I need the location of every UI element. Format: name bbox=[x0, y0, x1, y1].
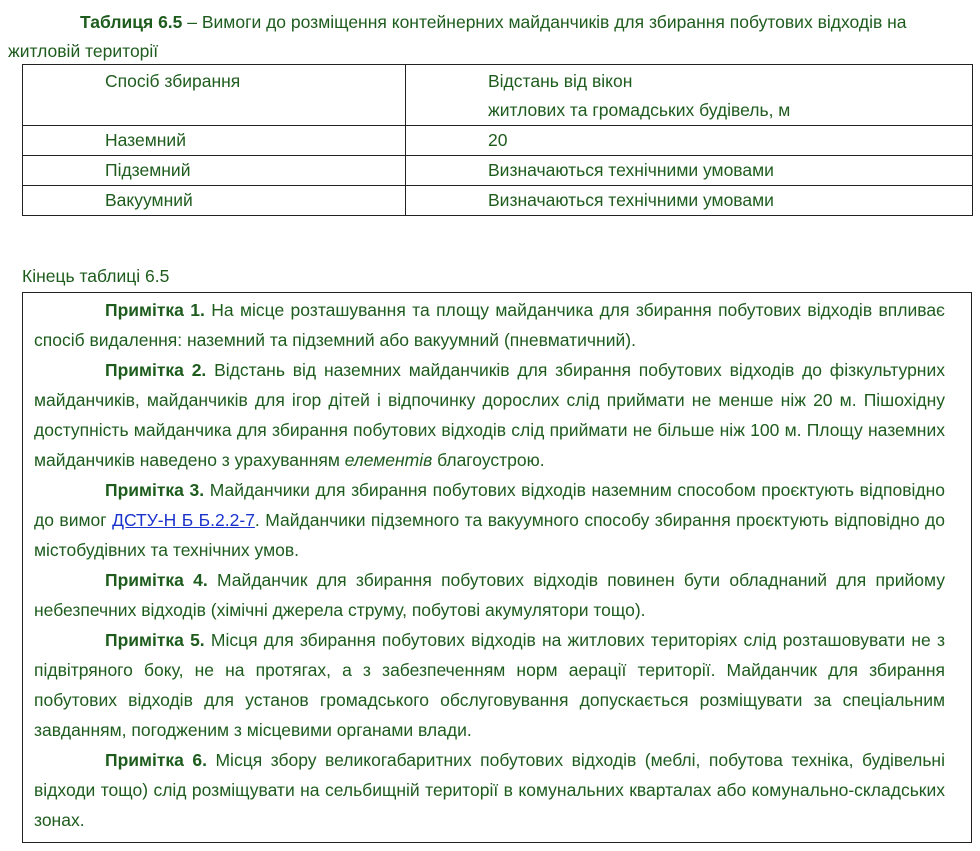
cell-distance: Визначаються технічними умовами bbox=[406, 156, 973, 186]
dstu-link[interactable]: ДСТУ-Н Б Б.2.2-7 bbox=[112, 510, 255, 530]
cell-distance: 20 bbox=[406, 126, 973, 156]
note-label: Примітка 1. bbox=[105, 300, 205, 320]
header-method: Спосіб збирання bbox=[23, 65, 406, 126]
table-end-caption: Кінець таблиці 6.5 bbox=[22, 266, 170, 286]
table-caption bbox=[8, 8, 968, 66]
header-distance-line2: житлових та громадських будівель, м bbox=[488, 100, 791, 120]
note-label: Примітка 5. bbox=[105, 630, 205, 650]
table-caption-text: – Вимоги до розміщення контейнерних майданчиків для збирання побутових відходів на житловій території bbox=[8, 12, 907, 61]
note-1: Примітка 1. На місце розташування та площу майданчика для збирання побутових відходів впливає спосіб видалення: наземний та підземний або вакуумний (пневматичний). bbox=[34, 300, 945, 350]
header-distance bbox=[406, 65, 973, 126]
header-distance-line1: Відстань від вікон bbox=[488, 71, 633, 91]
cell-method: Вакуумний bbox=[23, 186, 406, 216]
table-row bbox=[23, 186, 973, 216]
notes-box bbox=[22, 292, 972, 843]
table-row bbox=[23, 126, 973, 156]
cell-distance: Визначаються технічними умовами bbox=[406, 186, 973, 216]
note-label: Примітка 2. bbox=[105, 360, 207, 380]
note-label: Примітка 6. bbox=[105, 750, 207, 770]
table-caption-label: Таблиця 6.5 bbox=[80, 12, 183, 32]
cell-method: Підземний bbox=[23, 156, 406, 186]
table-row bbox=[23, 156, 973, 186]
note-5: Примітка 5. Місця для збирання побутових відходів на житлових територіях слід розташовувати не з підвітряного боку, не на протягах, а з забезпеченням норм аерації території. Майданчик для збирання побутових відходів для установ громадського обслуговування допускається розміщувати за спеціальним завданням, погодженим з місцевими органами влади. bbox=[34, 630, 945, 740]
requirements-table bbox=[22, 64, 973, 216]
note-2: Примітка 2. Відстань від наземних майданчиків для збирання побутових відходів до фізкультурних майданчиків, майданчиків для ігор дітей і відпочинку дорослих слід приймати не менше ніж 20 м. Пішохідну доступність майданчика для збирання побутових відходів слід приймати не більше ніж 100 м. Площу наземних майданчиків наведено з урахуванням елементів благоустрою. bbox=[34, 360, 945, 470]
note-4: Примітка 4. Майданчик для збирання побутових відходів повинен бути обладнаний для прийому небезпечних відходів (хімічні джерела струму, побутові акумулятори тощо). bbox=[34, 570, 945, 620]
table-header-row bbox=[23, 65, 973, 126]
note-italic-term: елементів bbox=[344, 450, 433, 470]
note-6: Примітка 6. Місця збору великогабаритних побутових відходів (меблі, побутова техніка, будівельні відходи тощо) слід розміщувати на сельбищній території в комунальних кварталах або комунально-складських зонах. bbox=[34, 750, 945, 830]
note-label: Примітка 4. bbox=[105, 570, 208, 590]
note-3: Примітка 3. Майданчики для збирання побутових відходів наземним способом проєктують відповідно до вимог ДСТУ-Н Б Б.2.2-7. Майданчики підземного та вакуумного способу збирання проєктують відповідно до містобудівних та технічних умов. bbox=[34, 480, 945, 560]
note-label: Примітка 3. bbox=[105, 480, 205, 500]
cell-method: Наземний bbox=[23, 126, 406, 156]
